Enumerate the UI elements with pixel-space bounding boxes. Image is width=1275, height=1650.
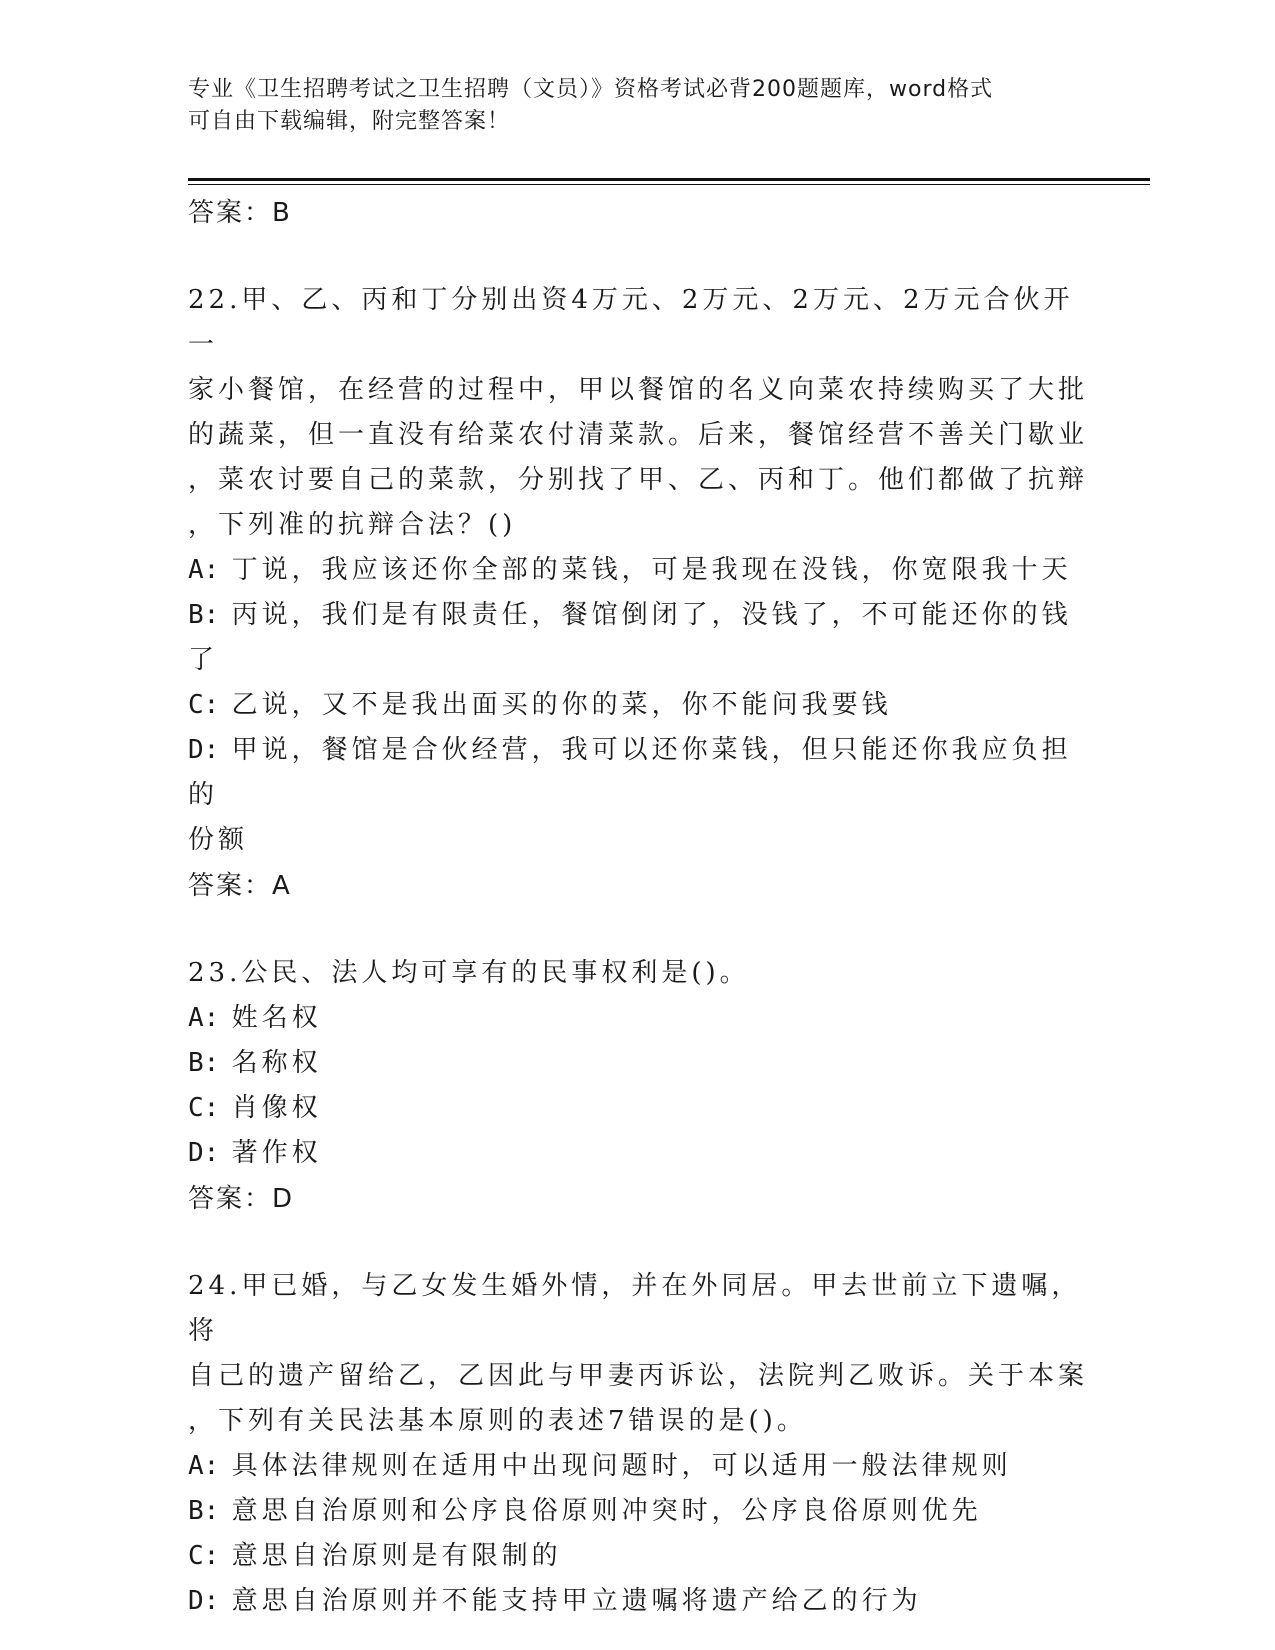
option-letter: C: xyxy=(188,690,220,720)
option-text: 意思自治原则和公序良俗原则冲突时，公序良俗原则优先 xyxy=(231,1496,982,1526)
option-text: 丁说，我应该还你全部的菜钱，可是我现在没钱，你宽限我十天 xyxy=(231,555,1072,585)
option-c xyxy=(188,1086,1088,1131)
option-text: 姓名权 xyxy=(231,1003,322,1033)
option-letter: B: xyxy=(188,600,220,630)
answer-23: 答案：D xyxy=(188,1184,295,1214)
option-d-continuation xyxy=(188,818,1088,863)
question-stem-line: 的蔬菜，但一直没有给菜农付清菜款。后来，餐馆经营不善关门歇业 xyxy=(188,420,1089,450)
option-letter: A: xyxy=(188,555,220,585)
question-stem-line: ，菜农讨要自己的菜款，分别找了甲、乙、丙和丁。他们都做了抗辩 xyxy=(188,465,1089,495)
option-b xyxy=(188,593,1088,683)
header-rule-thick xyxy=(188,178,1150,181)
option-letter: B: xyxy=(188,1048,220,1078)
option-letter: A: xyxy=(188,1451,220,1481)
option-letter: D: xyxy=(188,1138,220,1168)
question-stem-line: 自己的遗产留给乙，乙因此与甲妻丙诉讼，法院判乙败诉。关于本案 xyxy=(188,1361,1089,1391)
question-list xyxy=(188,190,1088,1624)
option-text: 意思自治原则是有限制的 xyxy=(231,1541,562,1571)
option-text: 份额 xyxy=(188,825,249,855)
option-text: 具体法律规则在适用中出现问题时，可以适用一般法律规则 xyxy=(231,1451,1012,1481)
question-stem-line: 23.公民、法人均可享有的民事权利是()。 xyxy=(188,958,750,988)
option-letter: B: xyxy=(188,1496,220,1526)
option-text: 乙说，又不是我出面买的你的菜，你不能问我要钱 xyxy=(231,690,892,720)
option-letter: C: xyxy=(188,1093,220,1123)
option-letter: C: xyxy=(188,1541,220,1571)
option-c xyxy=(188,1534,1088,1579)
option-letter: D: xyxy=(188,735,220,765)
option-d xyxy=(188,1579,1088,1624)
option-text: 著作权 xyxy=(231,1138,322,1168)
option-text: 名称权 xyxy=(231,1048,322,1078)
option-d xyxy=(188,1131,1088,1176)
option-b xyxy=(188,1041,1088,1086)
question-stem-line: 家小餐馆，在经营的过程中，甲以餐馆的名义向菜农持续购买了大批 xyxy=(188,375,1089,405)
option-letter: D: xyxy=(188,1586,220,1616)
option-letter: A: xyxy=(188,1003,220,1033)
question-24 xyxy=(188,1264,1088,1624)
option-a xyxy=(188,996,1088,1041)
header-rule-thin xyxy=(188,184,1150,185)
document-header xyxy=(188,74,1068,138)
question-stem-line: 24.甲已婚，与乙女发生婚外情，并在外同居。甲去世前立下遗嘱，将 xyxy=(188,1271,1082,1346)
header-line-1: 专业《卫生招聘考试之卫生招聘（文员）》资格考试必背200题题库，word格式 xyxy=(188,77,994,102)
option-text: 甲说，餐馆是合伙经营，我可以还你菜钱，但只能还你我应负担的 xyxy=(188,735,1072,810)
previous-answer: 答案：B xyxy=(188,198,292,228)
option-text: 意思自治原则并不能支持甲立遗嘱将遗产给乙的行为 xyxy=(231,1586,922,1616)
answer-22: 答案：A xyxy=(188,871,292,901)
question-stem-line: ，下列有关民法基本原则的表述7错误的是()。 xyxy=(188,1406,807,1436)
option-a xyxy=(188,548,1088,593)
option-text: 肖像权 xyxy=(231,1093,322,1123)
header-line-2: 可自由下载编辑，附完整答案！ xyxy=(188,109,511,134)
option-d xyxy=(188,728,1088,818)
option-b xyxy=(188,1489,1088,1534)
option-c xyxy=(188,683,1088,728)
option-a xyxy=(188,1444,1088,1489)
question-22 xyxy=(188,278,1088,909)
option-text: 丙说，我们是有限责任，餐馆倒闭了，没钱了，不可能还你的钱了 xyxy=(188,600,1072,675)
question-stem-line: 22.甲、乙、丙和丁分别出资4万元、2万元、2万元、2万元合伙开一 xyxy=(188,285,1074,360)
question-23 xyxy=(188,951,1088,1222)
question-stem-line: ，下列准的抗辩合法？() xyxy=(188,510,517,540)
